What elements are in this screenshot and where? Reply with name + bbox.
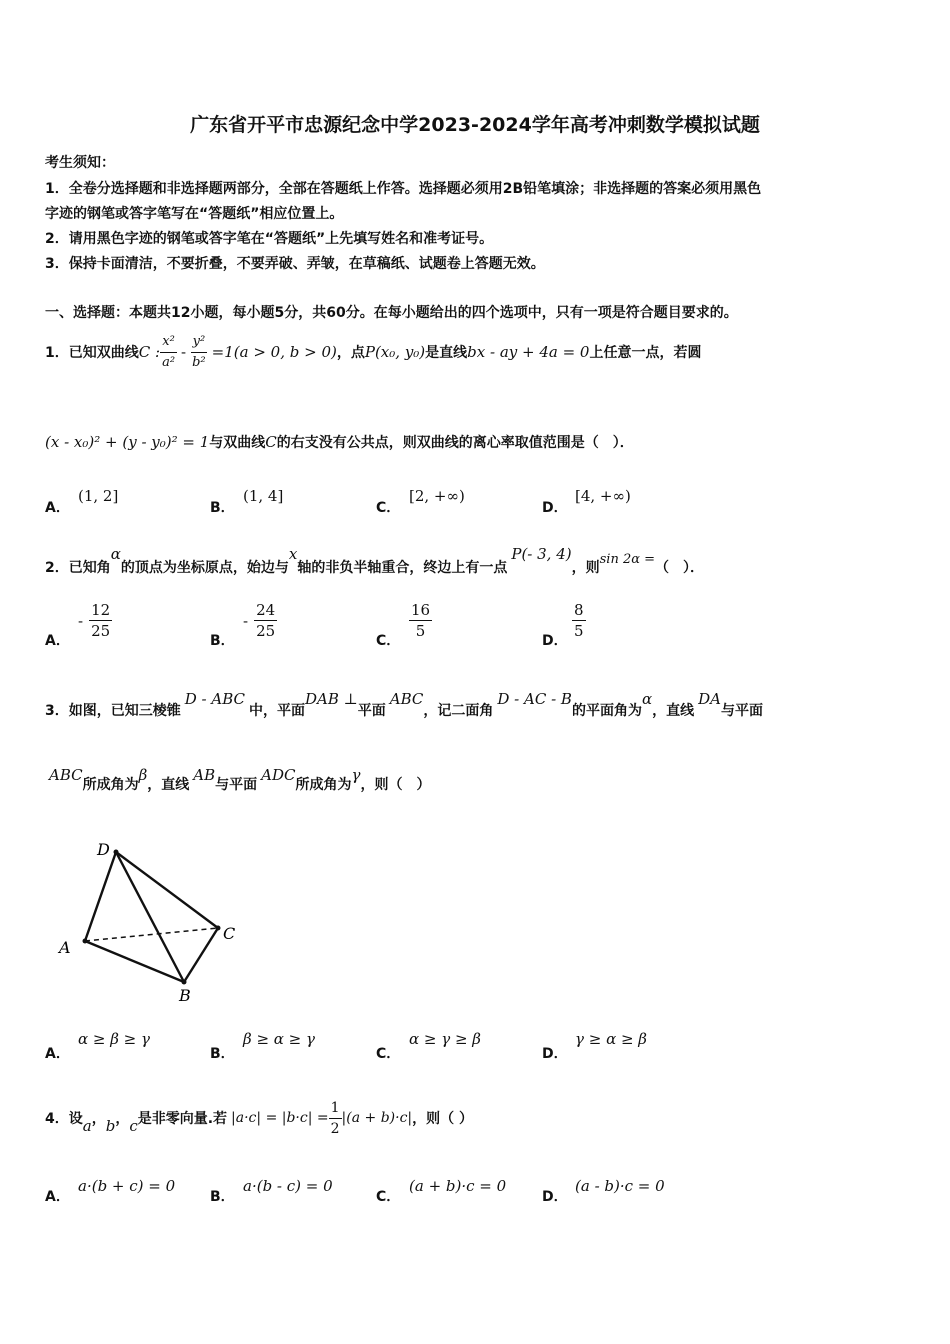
q1-hyperbola-name-2: C bbox=[265, 433, 277, 451]
q1-frac-y bbox=[190, 332, 208, 373]
q2-c-num: 16 bbox=[411, 601, 431, 619]
q2-b-den: 25 bbox=[256, 622, 276, 640]
q4-half-den: 2 bbox=[330, 1120, 340, 1137]
q1-frac-x-den: a² bbox=[162, 354, 176, 370]
q3-option-d-math: γ ≥ α ≥ β bbox=[575, 1030, 647, 1048]
q2-option-c-math bbox=[409, 600, 432, 641]
edge-ab bbox=[85, 941, 184, 982]
q1-text-2: ，点 bbox=[336, 345, 365, 361]
q3-text-6: ，直线 bbox=[652, 703, 695, 719]
q4-option-b-label[interactable]: B． bbox=[210, 1189, 235, 1205]
tetrahedron-figure bbox=[55, 835, 255, 1005]
q2-option-b-math bbox=[243, 600, 277, 641]
q4-vector-b: b bbox=[105, 1117, 116, 1135]
q1-condition: =1(a > 0, b > 0) bbox=[211, 343, 337, 361]
q3-plane-adc: ADC bbox=[261, 766, 296, 784]
section-heading: 一、选择题：本题共12小题，每小题5分，共60分。在每小题给出的四个选项中，只有一项是符合题目要求的。 bbox=[45, 305, 738, 321]
q1-hyperbola-name: C : bbox=[138, 343, 161, 361]
label-a: A bbox=[59, 938, 71, 957]
q1-text-4: 上任意一点，若圆 bbox=[589, 345, 702, 361]
q3-beta: β bbox=[138, 766, 148, 784]
q2-d-frac bbox=[572, 600, 586, 641]
q2-option-c-label[interactable]: C． bbox=[376, 633, 401, 649]
q2-c-frac bbox=[409, 600, 432, 641]
q2-option-b-label[interactable]: B． bbox=[210, 633, 235, 649]
notice-line-1a: 1．全卷分选择题和非选择题两部分，全部在答题纸上作答。选择题必须用2B铅笔填涂；非选择题的答案必须用黑色 bbox=[45, 181, 762, 197]
question-1-stem bbox=[45, 330, 701, 374]
q1-option-b-label[interactable]: B． bbox=[210, 500, 235, 516]
q2-a-frac bbox=[89, 600, 112, 641]
q2-c-den: 5 bbox=[415, 622, 426, 640]
q4-option-c-label[interactable]: C． bbox=[376, 1189, 401, 1205]
q3-text-3: 平面 bbox=[357, 703, 386, 719]
q1-text-1: 1．已知双曲线 bbox=[45, 345, 139, 361]
q3-text-8: 所成角为 bbox=[82, 777, 139, 793]
q2-alpha: α bbox=[110, 545, 121, 563]
q4-option-d-label[interactable]: D． bbox=[542, 1189, 568, 1205]
q1-circle-eq: (x - x₀)² + (y - y₀)² = 1 bbox=[45, 433, 210, 451]
q2-point: P(- 3, 4) bbox=[511, 545, 572, 563]
edge-db bbox=[116, 852, 184, 982]
q3-text-9: ，直线 bbox=[147, 777, 190, 793]
q3-text-12: ，则（ ） bbox=[360, 777, 431, 793]
q3-option-c-math: α ≥ γ ≥ β bbox=[409, 1030, 481, 1048]
q4-option-a-label[interactable]: A． bbox=[45, 1189, 70, 1205]
q3-tetra: D - ABC bbox=[184, 690, 245, 708]
q4-comma-1: ， bbox=[91, 1111, 106, 1127]
label-b: B bbox=[179, 986, 191, 1005]
q4-equation-part-1: |a·c| = |b·c| = bbox=[231, 1110, 329, 1126]
q1-option-b-math: (1, 4] bbox=[243, 487, 284, 505]
q1-text-3: 是直线 bbox=[425, 345, 468, 361]
q3-text-11: 所成角为 bbox=[295, 777, 352, 793]
vertex-c bbox=[216, 926, 221, 931]
q3-alpha: α bbox=[641, 690, 653, 708]
q4-text-2: 是非零向量.若 bbox=[137, 1111, 228, 1127]
q1-option-d-math: [4, +∞) bbox=[575, 487, 631, 505]
question-3-stem-2 bbox=[45, 764, 430, 794]
q2-option-d-math bbox=[572, 600, 586, 641]
edge-bc bbox=[184, 928, 218, 982]
q4-text-3: ，则（ ） bbox=[412, 1111, 474, 1127]
q3-text-1: 3．如图，已知三棱锥 bbox=[45, 703, 181, 719]
vertex-d bbox=[114, 850, 119, 855]
q3-text-2: 中，平面 bbox=[249, 703, 305, 719]
q1-frac-x-num: x² bbox=[160, 332, 177, 353]
q2-d-num: 8 bbox=[574, 601, 584, 619]
q1-option-d-label[interactable]: D． bbox=[542, 500, 568, 516]
q1-frac-y-den: b² bbox=[192, 354, 206, 370]
q2-text-4: ，则 bbox=[571, 560, 600, 576]
q4-option-d-math: (a - b)·c = 0 bbox=[575, 1177, 665, 1195]
label-d: D bbox=[97, 840, 110, 859]
q1-option-c-label[interactable]: C． bbox=[376, 500, 401, 516]
q3-text-4: ，记二面角 bbox=[423, 703, 494, 719]
q2-b-frac bbox=[254, 600, 277, 641]
q3-option-d-label[interactable]: D． bbox=[542, 1046, 568, 1062]
q2-option-a-label[interactable]: A． bbox=[45, 633, 70, 649]
q3-dihedral: D - AC - B bbox=[497, 690, 572, 708]
q3-plane-abc-2: ABC bbox=[49, 766, 83, 784]
vertex-b bbox=[182, 980, 187, 985]
q1-text-5: 与双曲线 bbox=[209, 435, 266, 451]
q2-b-num: 24 bbox=[256, 601, 276, 619]
q3-option-a-label[interactable]: A． bbox=[45, 1046, 70, 1062]
q4-vector-c: c bbox=[129, 1117, 138, 1135]
q2-b-sign: - bbox=[243, 611, 249, 630]
q2-x: x bbox=[288, 545, 298, 563]
question-2-stem bbox=[45, 545, 704, 577]
q3-option-b-label[interactable]: B． bbox=[210, 1046, 235, 1062]
question-1-stem-2 bbox=[45, 428, 634, 456]
q1-line-eq: bx - ay + 4a = 0 bbox=[467, 343, 590, 361]
q2-text-3: 轴的非负半轴重合，终边上有一点 bbox=[297, 560, 508, 576]
q4-half bbox=[329, 1098, 342, 1139]
q2-a-den: 25 bbox=[91, 622, 111, 640]
q3-line-ab: AB bbox=[193, 766, 216, 784]
q4-option-c-math: (a + b)·c = 0 bbox=[409, 1177, 507, 1195]
q3-text-7: 与平面 bbox=[720, 703, 763, 719]
q1-option-c-math: [2, +∞) bbox=[409, 487, 465, 505]
label-c: C bbox=[223, 924, 236, 943]
q4-vector-a: a bbox=[82, 1117, 92, 1135]
notice-heading: 考生须知： bbox=[45, 155, 115, 171]
q2-a-num: 12 bbox=[91, 601, 111, 619]
q3-option-b-math: β ≥ α ≥ γ bbox=[243, 1030, 315, 1048]
q3-option-a-math: α ≥ β ≥ γ bbox=[78, 1030, 150, 1048]
q2-d-den: 5 bbox=[574, 622, 584, 640]
q3-option-c-label[interactable]: C． bbox=[376, 1046, 401, 1062]
edge-da bbox=[85, 852, 116, 941]
q2-a-sign: - bbox=[78, 611, 84, 630]
q3-plane-dab: DAB ⊥ bbox=[305, 690, 358, 708]
edge-dc bbox=[116, 852, 218, 928]
q3-text-5: 的平面角为 bbox=[571, 703, 642, 719]
q1-point: P(x₀, y₀) bbox=[364, 343, 426, 361]
q1-text-6: 的右支没有公共点，则双曲线的离心率取值范围是（ ）． bbox=[276, 435, 634, 451]
q4-option-b-math: a·(b - c) = 0 bbox=[243, 1177, 333, 1195]
q2-option-a-math bbox=[78, 600, 112, 641]
question-3-stem bbox=[45, 690, 763, 720]
q3-line-da: DA bbox=[698, 690, 721, 708]
q2-text-1: 2．已知角 bbox=[45, 560, 111, 576]
page-title: 广东省开平市忠源纪念中学2023-2024学年高考冲刺数学模拟试题 bbox=[190, 114, 760, 136]
q2-text-5: （ ）． bbox=[655, 560, 705, 576]
notice-line-2: 2．请用黑色字迹的钢笔或答字笔在“答题纸”上先填写姓名和准考证号。 bbox=[45, 231, 494, 247]
q3-plane-abc: ABC bbox=[389, 690, 424, 708]
q1-frac-x bbox=[160, 332, 177, 373]
q1-option-a-math: (1, 2] bbox=[78, 487, 119, 505]
q4-half-num: 1 bbox=[329, 1098, 342, 1119]
q2-option-d-label[interactable]: D． bbox=[542, 633, 568, 649]
q2-text-2: 的顶点为坐标原点，始边与 bbox=[120, 560, 289, 576]
q3-text-10: 与平面 bbox=[215, 777, 258, 793]
vertex-a bbox=[83, 939, 88, 944]
edge-ac-hidden bbox=[85, 928, 218, 941]
notice-line-1b: 字迹的钢笔或答字笔写在“答题纸”相应位置上。 bbox=[45, 206, 344, 222]
q2-sin: sin 2α = bbox=[599, 552, 656, 567]
q1-minus: - bbox=[181, 343, 187, 361]
q4-equation-part-2: |(a + b)·c| bbox=[341, 1110, 413, 1126]
q4-text-1: 4．设 bbox=[45, 1111, 83, 1127]
q1-frac-y-num: y² bbox=[191, 332, 208, 353]
q4-option-a-math: a·(b + c) = 0 bbox=[78, 1177, 176, 1195]
notice-line-3: 3．保持卡面清洁，不要折叠，不要弄破、弄皱，在草稿纸、试题卷上答题无效。 bbox=[45, 256, 545, 272]
q1-option-a-label[interactable]: A． bbox=[45, 500, 70, 516]
question-4-stem bbox=[45, 1090, 473, 1146]
q4-comma-2: ， bbox=[115, 1111, 130, 1127]
q3-gamma: γ bbox=[351, 766, 361, 784]
